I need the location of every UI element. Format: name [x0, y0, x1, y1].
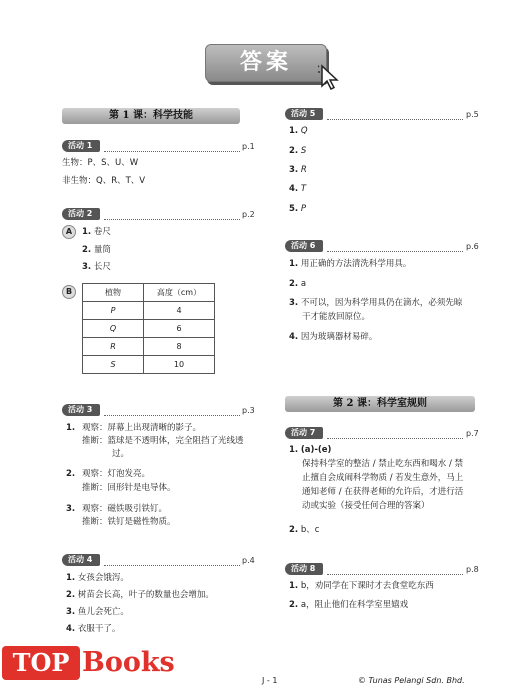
answer-line: 生物：P、S、U、W	[62, 158, 139, 168]
table-header: 植物	[83, 284, 144, 302]
item-number: 1.	[82, 227, 92, 237]
page-ref: p.2	[242, 210, 255, 219]
item-number: 2.	[289, 146, 299, 156]
table-header: 高度（cm）	[144, 284, 215, 302]
answer-line: 推断：回形针是电导体。	[82, 483, 176, 493]
item-number: 2.	[66, 469, 76, 479]
answer-line: 过。	[112, 449, 130, 459]
item-number: 4.	[289, 184, 299, 194]
lesson-1-heading: 第 1 课：科学技能	[62, 108, 240, 124]
answer-line: 不可以，因为科学用具仍在滴水，必须先晾	[300, 298, 463, 308]
table-row	[83, 302, 215, 320]
page-ref: p.6	[466, 242, 479, 251]
topbooks-logo-top: TOP	[2, 646, 80, 680]
answer-line: 卷尺	[93, 227, 111, 237]
page-ref: p.5	[466, 110, 479, 119]
table-cell: P	[83, 302, 144, 320]
plant-height-table	[82, 283, 215, 374]
table-cell: S	[83, 356, 144, 374]
item-number: 3.	[66, 607, 76, 617]
item-number: 1.	[289, 445, 299, 455]
answer-line: a，阻止他们在科学室里嬉戏	[300, 600, 409, 610]
table-row	[83, 320, 215, 338]
activity-6-tag: 活动 6	[285, 240, 323, 252]
answer-line: 长尺	[93, 262, 111, 272]
item-number: 2.	[289, 279, 299, 289]
section-a-marker: A	[62, 225, 76, 239]
answer-line: b、c	[300, 525, 320, 535]
item-number: 4.	[289, 332, 299, 342]
answer-line: 观察：磁铁吸引铁钉。	[82, 504, 168, 514]
answer-line: 因为玻璃器材易碎。	[300, 332, 378, 342]
dotted-leader	[104, 143, 240, 152]
answer-line: 止擅自会成闹科学物质 / 若发生意外，马上	[302, 473, 464, 483]
page-number: J - 1	[262, 676, 278, 685]
activity-5-tag: 活动 5	[285, 108, 323, 120]
answer-line: b，劝同学在下课时才去食堂吃东西	[300, 581, 434, 591]
table-cell: 4	[144, 302, 215, 320]
item-number: 1.	[66, 423, 76, 433]
answer-line: R	[300, 165, 307, 175]
section-b-marker: B	[62, 285, 76, 299]
table-row	[83, 356, 215, 374]
answer-line: 观察：屏幕上出现清晰的影子。	[82, 423, 202, 433]
topbooks-logo-books: Books	[82, 647, 175, 678]
table-cell: 10	[144, 356, 215, 374]
item-number: 5.	[289, 204, 299, 214]
answer-line: 动或实验（接受任何合理的答案）	[302, 501, 430, 511]
answer-line: 量筒	[93, 245, 111, 255]
answer-line: P	[300, 204, 306, 214]
item-number: 2.	[82, 245, 92, 255]
answer-line: 推断：铁钉是磁性物质。	[82, 517, 176, 527]
item-number: 3.	[82, 262, 92, 272]
item-number: 2.	[66, 590, 76, 600]
copyright: © Tunas Pelangi Sdn. Bhd.	[358, 676, 465, 685]
item-number: 1.	[66, 573, 76, 583]
item-number: 1.	[289, 259, 299, 269]
answer-line: 观察：灯泡发亮。	[82, 469, 151, 479]
table-cell: Q	[83, 320, 144, 338]
dotted-leader	[327, 243, 463, 252]
answer-line: 推断：篮球是不透明体，完全阻挡了光线透	[82, 436, 244, 446]
table-row	[83, 338, 215, 356]
page-ref: p.3	[242, 406, 255, 415]
sub-label: (a)-(e)	[300, 445, 332, 455]
dotted-leader	[327, 111, 463, 120]
table-cell: R	[83, 338, 144, 356]
dotted-leader	[104, 211, 240, 220]
answer-line: Q	[300, 126, 308, 136]
dotted-leader	[327, 566, 463, 575]
activity-7-tag: 活动 7	[285, 427, 323, 439]
answer-line: 非生物：Q、R、T、V	[62, 176, 146, 186]
page-ref: p.7	[466, 429, 479, 438]
item-number: 4.	[66, 624, 76, 634]
answer-line: T	[300, 184, 307, 194]
page-ref: p.1	[242, 142, 255, 151]
answer-line: 树苗会长高，叶子的数量也会增加。	[77, 590, 214, 600]
answer-line: 鱼儿会死亡。	[77, 607, 129, 617]
page-ref: p.4	[242, 556, 255, 565]
answer-line: 衣服干了。	[77, 624, 121, 634]
page-ref: p.8	[466, 565, 479, 574]
answer-line: 女孩会饿泻。	[77, 573, 129, 583]
item-number: 2.	[289, 600, 299, 610]
table-cell: 8	[144, 338, 215, 356]
activity-3-tag: 活动 3	[62, 404, 100, 416]
item-number: 3.	[66, 504, 76, 514]
lesson-2-heading: 第 2 课：科学室规则	[285, 396, 475, 412]
dotted-leader	[104, 407, 240, 416]
item-number: 1.	[289, 126, 299, 136]
dotted-leader	[104, 557, 240, 566]
answer-line: S	[300, 146, 307, 156]
cursor-icon	[318, 64, 342, 90]
answer-line: a	[300, 279, 307, 289]
activity-2-tag: 活动 2	[62, 208, 100, 220]
answer-line: 通知老师 / 在获得老师的允许后，才进行活	[302, 487, 464, 497]
page-title: 答案	[205, 44, 327, 82]
table-cell: 6	[144, 320, 215, 338]
item-number: 1.	[289, 581, 299, 591]
item-number: 3.	[289, 165, 299, 175]
answer-line: 干才能放回原位。	[302, 312, 371, 322]
activity-1-tag: 活动 1	[62, 140, 100, 152]
activity-4-tag: 活动 4	[62, 554, 100, 566]
activity-8-tag: 活动 8	[285, 563, 323, 575]
item-number: 2.	[289, 525, 299, 535]
answer-line: 用正确的方法清洗科学用具。	[300, 259, 412, 269]
answer-line: 保持科学室的整洁 / 禁止吃东西和喝水 / 禁	[302, 459, 464, 469]
dotted-leader	[327, 430, 463, 439]
item-number: 3.	[289, 298, 299, 308]
